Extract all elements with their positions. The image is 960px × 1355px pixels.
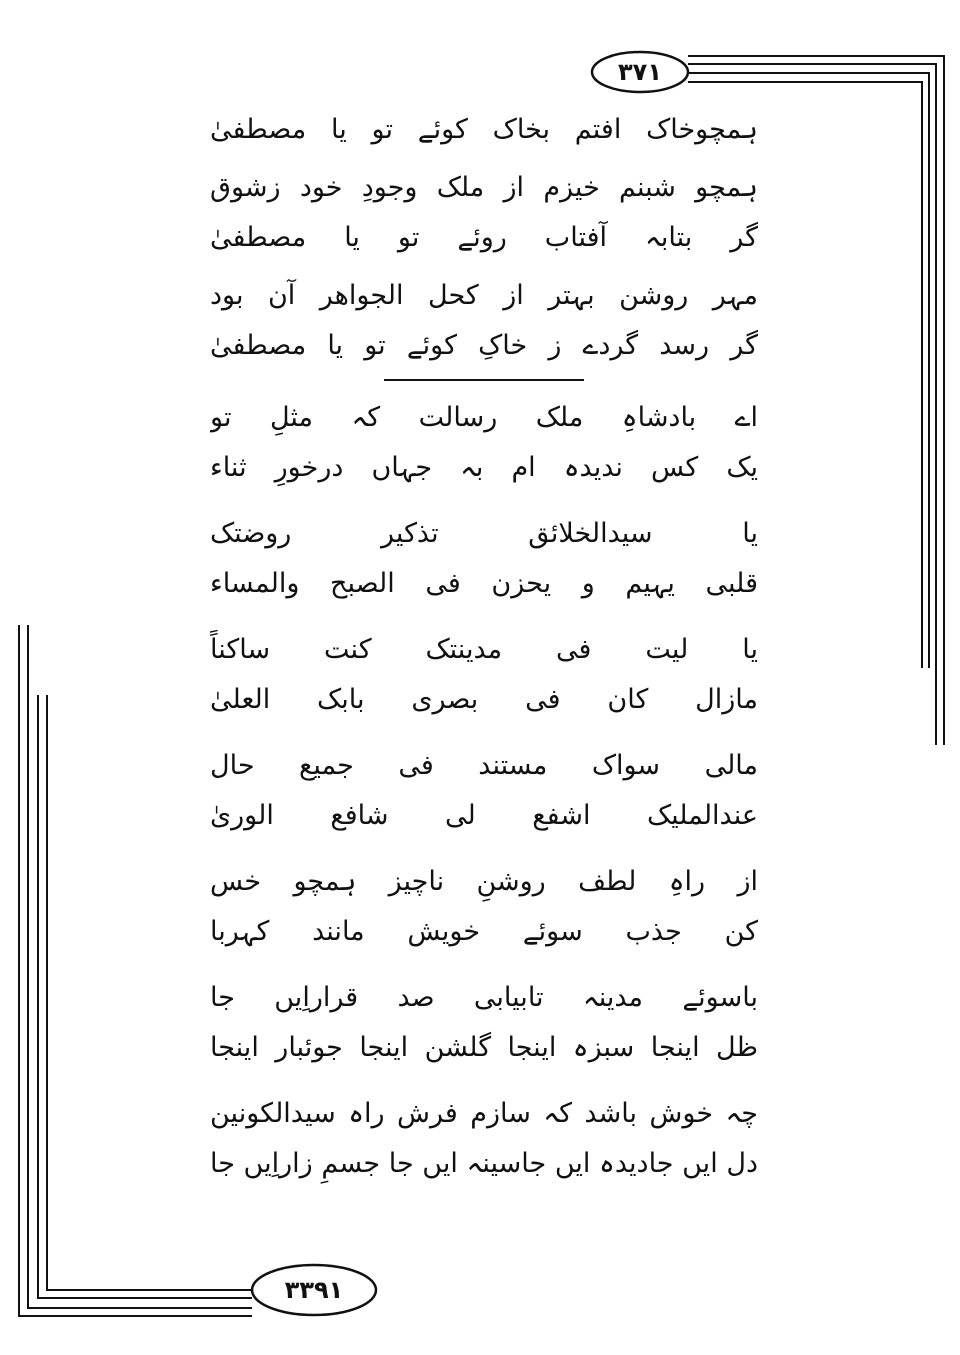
poem-line: ہمچوخاک افتم بخاک کوئے تو یا مصطفیٰ bbox=[210, 114, 758, 145]
poem-line: از راہِ لطف روشنِ ناچیز ہمچو خس bbox=[210, 866, 758, 897]
poem-line: ہمچو شبنم خیزم از ملک وجودِ خود زشوق bbox=[210, 172, 758, 203]
poem-line: مہر روشن بہتر از کحل الجواھر آن بود bbox=[210, 280, 758, 311]
poem-line: یا سیدالخلائق تذکیر روضتک bbox=[210, 518, 758, 549]
poem-line: قلبی یہیم و یحزن فی الصبح والمساء bbox=[210, 568, 758, 599]
page-number-bottom: ٣٣٩١ bbox=[284, 1276, 344, 1304]
poem-line: مالی سواک مستند فی جمیع حال bbox=[210, 750, 758, 781]
poem-text bbox=[210, 105, 758, 1189]
poem-line: کن جذب سوئے خویش مانند کہربا bbox=[210, 916, 758, 947]
poem-line: چہ خوش باشد کہ سازم فرش راہ سیدالکونین bbox=[210, 1098, 758, 1129]
section-divider bbox=[384, 379, 584, 381]
poem-line: دل ایں جادیدہ ایں جاسینہ ایں جا جسمِ زاراِیں جا bbox=[210, 1148, 758, 1179]
poem-line: یا لیت فی مدینتک کنت ساکناً bbox=[210, 634, 758, 665]
poem-line: باسوئے مدینہ تابیابی صد قراراِیں جا bbox=[210, 982, 758, 1013]
poem-line: ظل اینجا سبزہ اینجا گلشن اینجا جوئبار اینجا bbox=[210, 1032, 758, 1063]
poem-line: گر بتابہ آفتاب روئے تو یا مصطفیٰ bbox=[210, 222, 758, 253]
poem-line: مازال کان فی بصری بابک العلیٰ bbox=[210, 684, 758, 715]
poem-line: اے بادشاہِ ملک رسالت کہ مثلِ تو bbox=[210, 402, 758, 433]
poem-line: عندالملیک اشفع لی شافع الوریٰ bbox=[210, 800, 758, 831]
poem-line: گر رسد گردے ز خاکِ کوئے تو یا مصطفیٰ bbox=[210, 330, 758, 361]
page-number-top: ٣٧١ bbox=[618, 58, 662, 86]
poem-line: یک کس ندیدہ ام بہ جہاں درخورِ ثناء bbox=[210, 452, 758, 483]
